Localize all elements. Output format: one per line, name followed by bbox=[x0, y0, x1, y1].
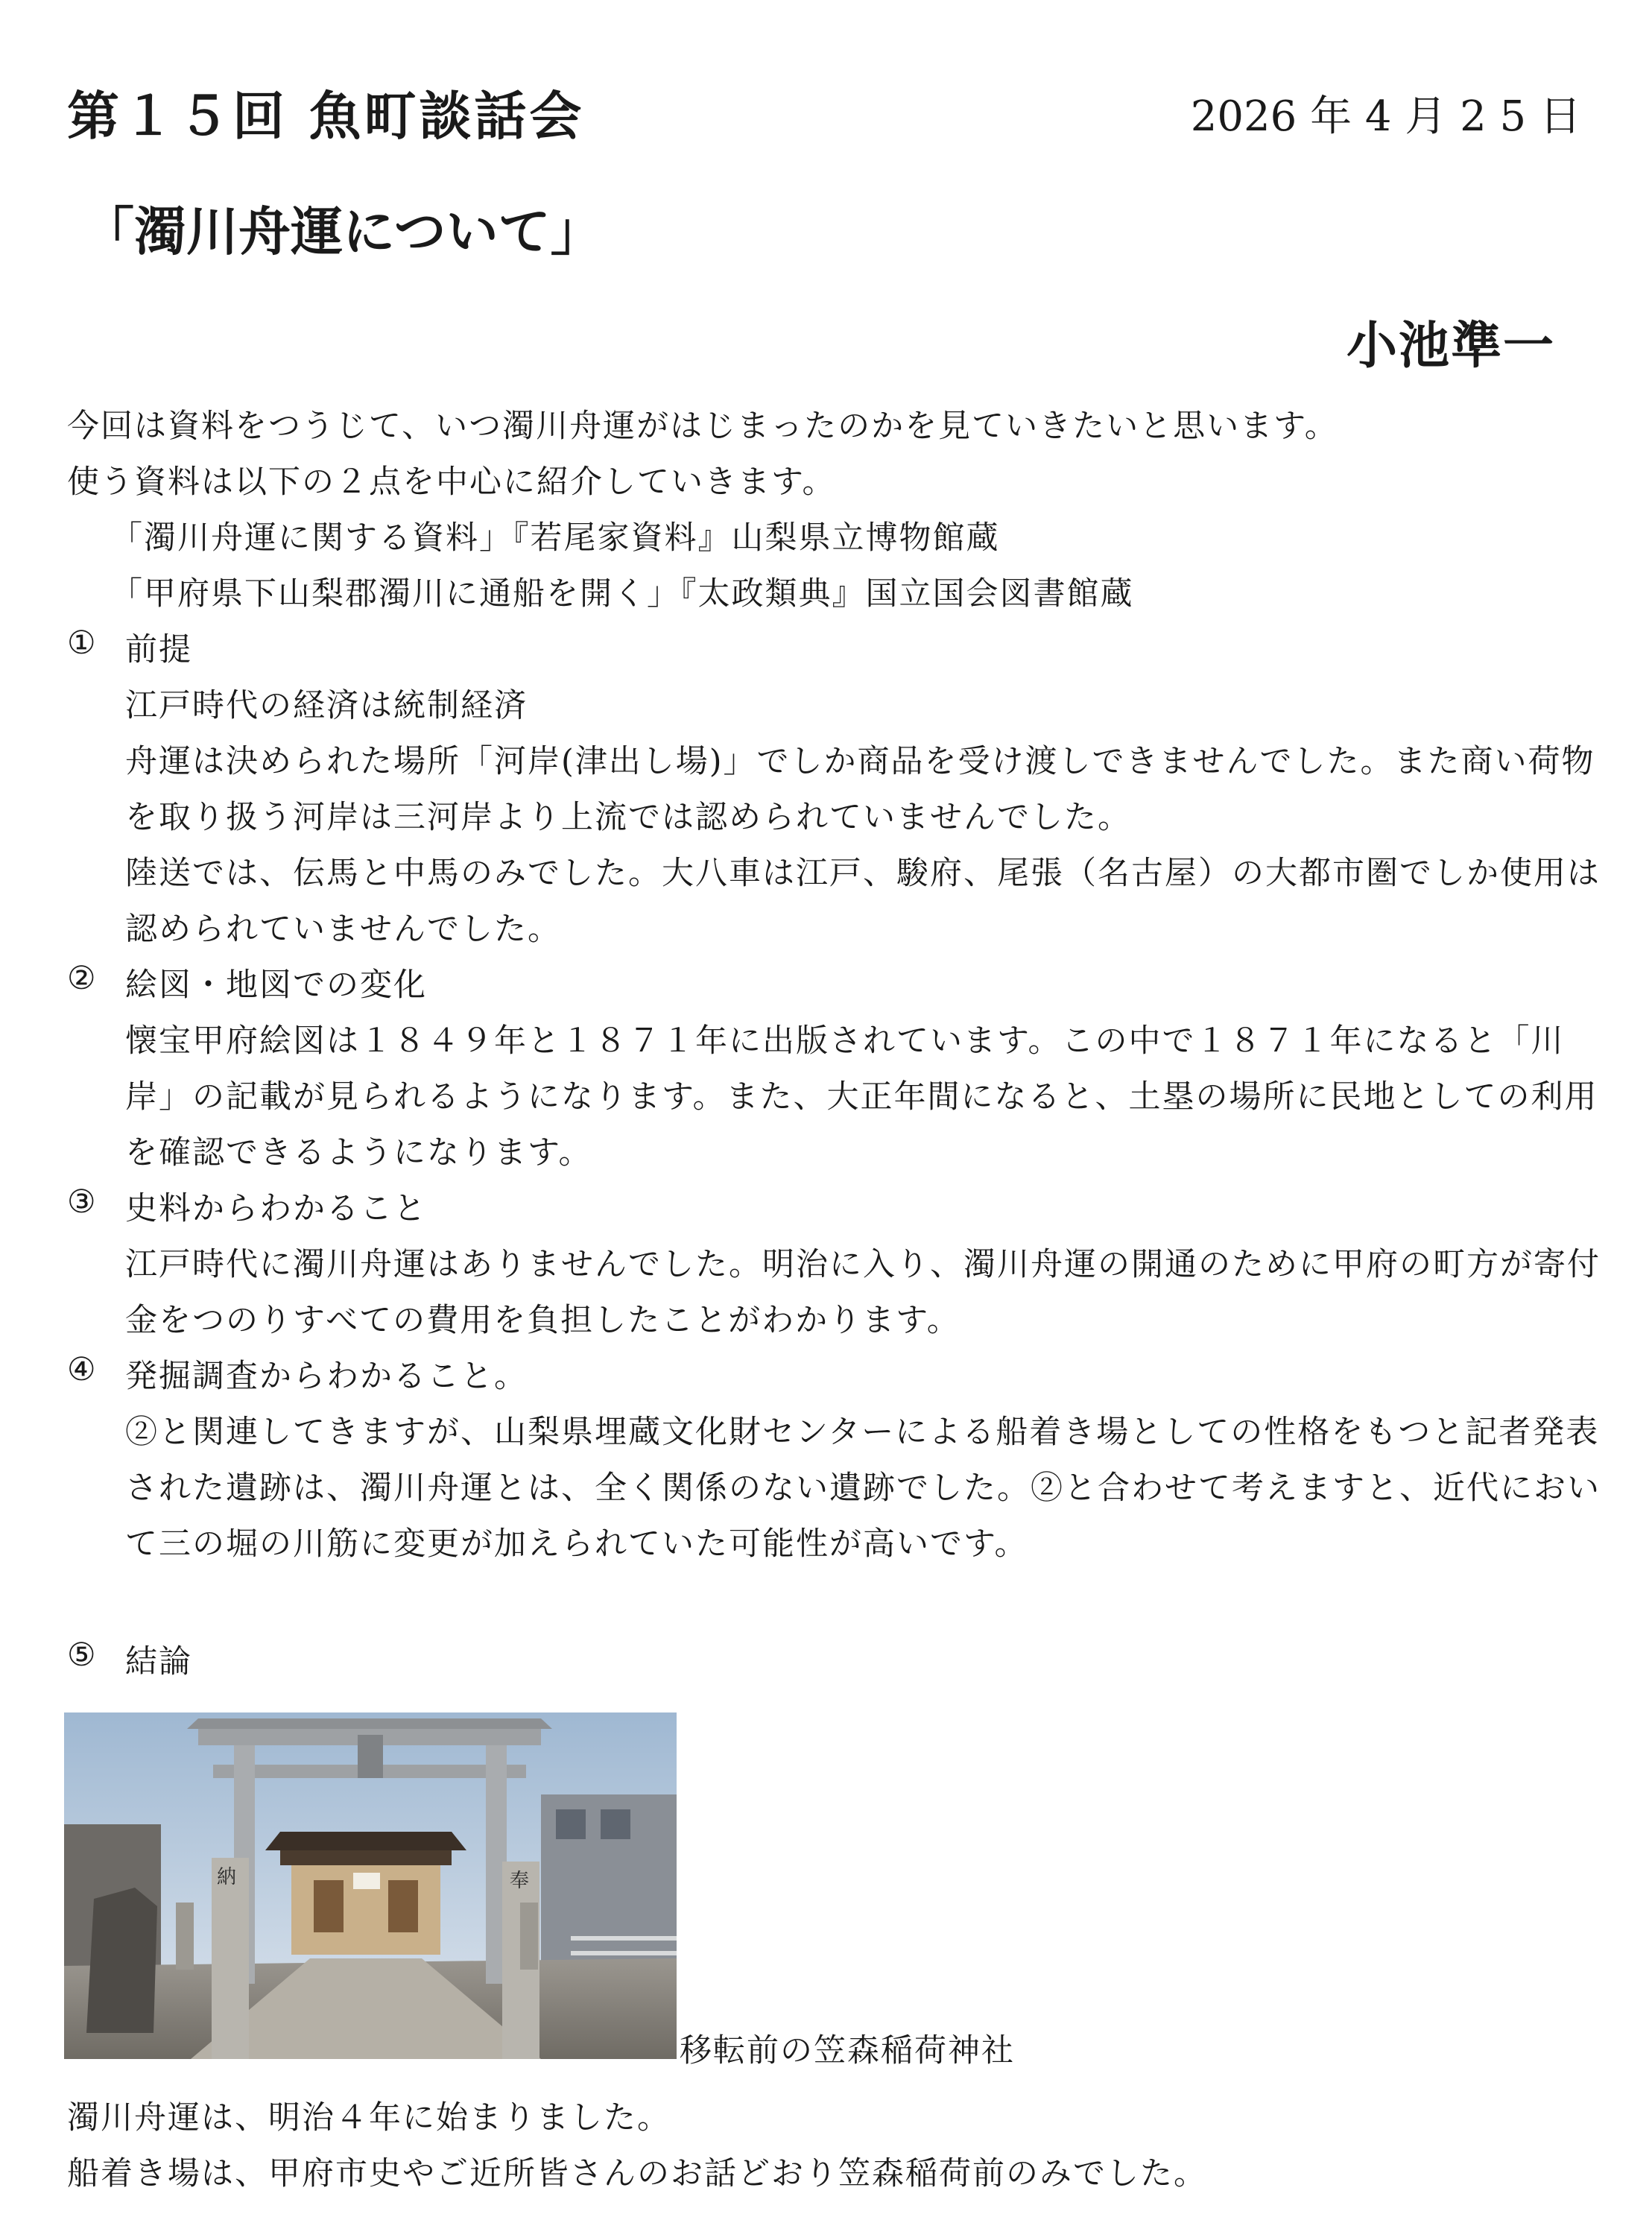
photo-caption: 移転前の笠森稲荷神社 bbox=[680, 2032, 1015, 2069]
section-number: ③ bbox=[67, 1183, 96, 1221]
document-date: 2026 年 4 月 2 5 日 bbox=[1190, 92, 1581, 141]
pillar-plaque-left: 納 bbox=[217, 1866, 237, 1888]
section-line: 認められていませんでした。 bbox=[125, 911, 561, 948]
intro-line: 今回は資料をつうじて、いつ濁川舟運がはじまったのかを見ていきたいと思います。 bbox=[67, 408, 1338, 445]
conclusion-line: 船着き場は、甲府市史やご近所皆さんのお話どおり笠森稲荷前のみでした。 bbox=[67, 2155, 1207, 2192]
pillar-plaque-right: 奉 bbox=[510, 1870, 530, 1892]
shrine-photo bbox=[64, 1712, 677, 2059]
author-name: 小池準一 bbox=[1346, 316, 1555, 376]
section-line: 江戸時代に濁川舟運はありませんでした。明治に入り、濁川舟運の開通のために甲府の町方が寄付 bbox=[125, 1246, 1601, 1283]
section-line: 舟運は決められた場所「河岸(津出し場)」でしか商品を受け渡しできませんでした。また商い荷物 bbox=[125, 743, 1595, 780]
section-title: 史料からわかること bbox=[125, 1190, 427, 1227]
section-number: ① bbox=[67, 624, 96, 662]
section-line: 金をつのりすべての費用を負担したことがわかります。 bbox=[125, 1302, 960, 1339]
conclusion-line: 濁川舟運は、明治４年に始まりました。 bbox=[67, 2099, 671, 2137]
section-title: 前提 bbox=[125, 631, 192, 668]
section-line: を確認できるようになります。 bbox=[125, 1134, 592, 1171]
section-line: を取り扱う河岸は三河岸より上流では認められていませんでした。 bbox=[125, 799, 1131, 836]
event-title: 第１５回 魚町談話会 bbox=[67, 85, 585, 147]
section-title: 絵図・地図での変化 bbox=[125, 967, 427, 1004]
section-line: て三の堀の川筋に変更が加えられていた可能性が高いです。 bbox=[125, 1525, 1028, 1563]
section-line: 陸送では、伝馬と中馬のみでした。大八車は江戸、駿府、尾張（名古屋）の大都市圏でしか使用は bbox=[125, 855, 1601, 892]
source-item: 「甲府県下山梨郡濁川に通船を開く」『太政類典』国立国会図書館蔵 bbox=[110, 575, 1134, 613]
document-subtitle: 「濁川舟運について」 bbox=[82, 200, 603, 262]
intro-line: 使う資料は以下の２点を中心に紹介していきます。 bbox=[67, 464, 836, 501]
section-number: ② bbox=[67, 960, 96, 997]
section-line: 岸」の記載が見られるようになります。また、大正年間になると、土塁の場所に民地としての利用 bbox=[125, 1078, 1598, 1116]
section-title: 結論 bbox=[125, 1643, 192, 1680]
source-item: 「濁川舟運に関する資料」『若尾家資料』山梨県立博物館蔵 bbox=[110, 519, 1000, 557]
section-title: 発掘調査からわかること。 bbox=[125, 1358, 528, 1395]
section-number: ⑤ bbox=[67, 1636, 96, 1674]
section-line: 懐宝甲府絵図は１８４９年と１８７１年に出版されています。この中で１８７１年になると「川 bbox=[125, 1022, 1565, 1060]
section-number: ④ bbox=[67, 1351, 96, 1388]
section-line: 江戸時代の経済は統制経済 bbox=[125, 687, 528, 724]
section-line: された遺跡は、濁川舟運とは、全く関係のない遺跡でした。②と合わせて考えますと、近代におい bbox=[125, 1470, 1601, 1507]
section-line: ②と関連してきますが、山梨県埋蔵文化財センターによる船着き場としての性格をもつと記者発表 bbox=[125, 1414, 1600, 1451]
